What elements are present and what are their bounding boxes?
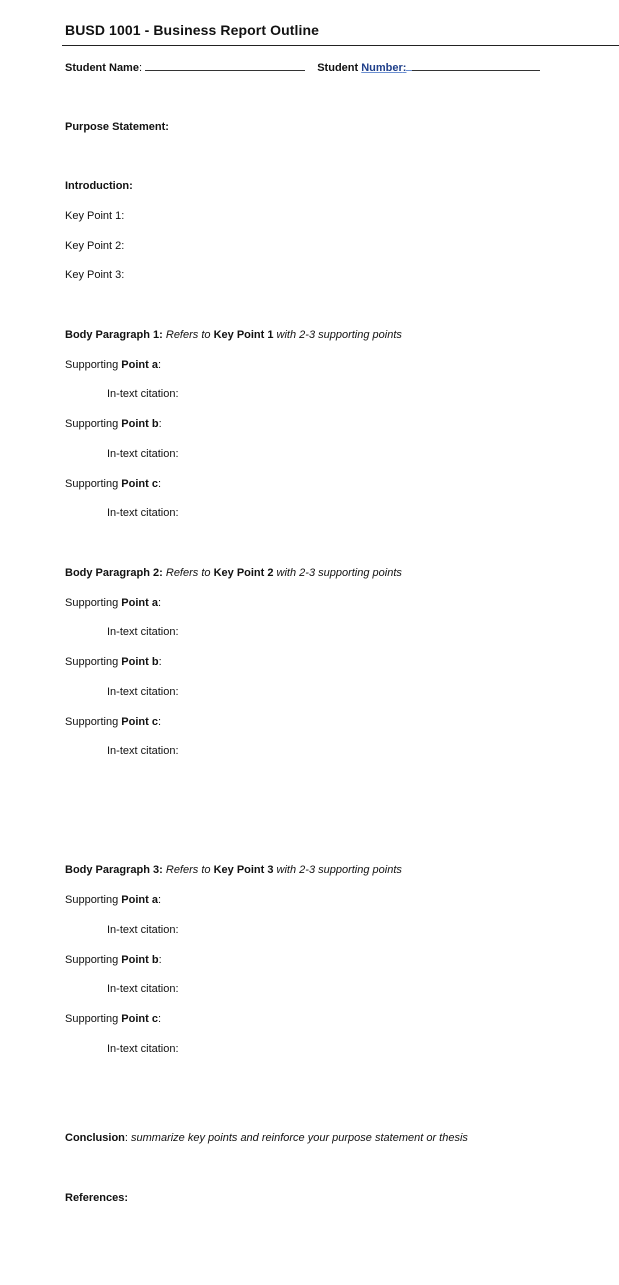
colon: :	[157, 597, 162, 609]
bp1-citation-c: In-text citation:	[107, 507, 179, 519]
body-paragraph-2-refers: Refers to	[165, 567, 211, 579]
colon: :	[157, 894, 162, 906]
conclusion-text: summarize key points and reinforce your purpose statement or thesis	[131, 1132, 468, 1144]
bp3-supporting-point-a	[65, 893, 161, 907]
bp3-supporting-point-b	[65, 953, 162, 967]
body-paragraph-2-heading	[65, 566, 402, 580]
bp2-supporting-point-b	[65, 655, 162, 669]
body-paragraph-3-with-text: with 2-3 supporting points	[276, 864, 402, 876]
point-label-a: Point a	[121, 894, 158, 906]
bp1-supporting-point-c	[65, 477, 161, 491]
colon: :	[158, 656, 162, 668]
colon: :	[157, 716, 162, 728]
supporting-prefix: Supporting	[65, 478, 119, 490]
bp2-citation-b: In-text citation:	[107, 686, 179, 698]
conclusion-label: Conclusion	[65, 1132, 125, 1144]
colon: :	[158, 954, 162, 966]
bp3-citation-c: In-text citation:	[107, 1043, 179, 1055]
body-paragraph-3-refers: Refers to	[165, 864, 211, 876]
colon: :	[157, 478, 162, 490]
body-paragraph-3-heading	[65, 863, 402, 877]
body-paragraph-3-label: Body Paragraph 3:	[65, 864, 163, 876]
point-label-c: Point c	[121, 716, 158, 728]
body-paragraph-2-label: Body Paragraph 2:	[65, 567, 163, 579]
colon: :	[124, 1132, 128, 1144]
student-name-field[interactable]	[145, 60, 305, 71]
body-paragraph-1-heading	[65, 328, 402, 342]
bp3-citation-a: In-text citation:	[107, 924, 179, 936]
body-paragraph-1-label: Body Paragraph 1:	[65, 329, 163, 341]
bp1-citation-a: In-text citation:	[107, 388, 179, 400]
purpose-statement-label: Purpose Statement:	[65, 121, 169, 133]
bp3-citation-b: In-text citation:	[107, 983, 179, 995]
bp2-supporting-point-a	[65, 596, 161, 610]
student-number-prefix: Student	[317, 62, 359, 74]
bp2-supporting-point-c	[65, 715, 161, 729]
key-point-1: Key Point 1:	[65, 210, 125, 222]
student-number-field[interactable]	[412, 60, 540, 71]
references-label: References:	[65, 1192, 128, 1204]
purpose-statement	[65, 120, 169, 134]
point-label-b: Point b	[121, 656, 159, 668]
bp1-supporting-point-b	[65, 417, 162, 431]
body-paragraph-2-key-point: Key Point 2	[213, 567, 274, 579]
student-number-word: Number	[361, 62, 403, 74]
bp1-supporting-point-a	[65, 358, 161, 372]
bp1-citation-b: In-text citation:	[107, 448, 179, 460]
point-label-a: Point a	[121, 359, 158, 371]
body-paragraph-1-refers: Refers to	[165, 329, 211, 341]
bp3-supporting-point-c	[65, 1012, 161, 1026]
conclusion	[65, 1131, 468, 1145]
student-name-label: Student Name	[65, 62, 139, 74]
student-number-link[interactable]	[361, 62, 406, 74]
bp2-citation-c: In-text citation:	[107, 745, 179, 757]
point-label-c: Point c	[121, 478, 158, 490]
introduction-label: Introduction:	[65, 180, 133, 192]
point-label-c: Point c	[121, 1013, 158, 1025]
student-number-colon: :	[402, 62, 407, 74]
point-label-b: Point b	[121, 954, 159, 966]
student-info-line	[65, 60, 540, 75]
point-label-b: Point b	[121, 418, 159, 430]
supporting-prefix: Supporting	[65, 1013, 119, 1025]
student-name-colon: :	[138, 62, 143, 74]
colon: :	[158, 418, 162, 430]
body-paragraph-1-key-point: Key Point 1	[213, 329, 274, 341]
supporting-prefix: Supporting	[65, 597, 119, 609]
title-rule	[62, 45, 619, 46]
page-title: BUSD 1001 - Business Report Outline	[65, 22, 320, 38]
supporting-prefix: Supporting	[65, 954, 119, 966]
body-paragraph-1-with-text: with 2-3 supporting points	[276, 329, 402, 341]
colon: :	[157, 1013, 162, 1025]
body-paragraph-3-key-point: Key Point 3	[213, 864, 274, 876]
supporting-prefix: Supporting	[65, 418, 119, 430]
colon: :	[157, 359, 162, 371]
bp2-citation-a: In-text citation:	[107, 626, 179, 638]
key-point-3: Key Point 3:	[65, 269, 125, 281]
introduction-heading	[65, 179, 133, 193]
body-paragraph-2-with-text: with 2-3 supporting points	[276, 567, 402, 579]
point-label-a: Point a	[121, 597, 158, 609]
supporting-prefix: Supporting	[65, 656, 119, 668]
supporting-prefix: Supporting	[65, 359, 119, 371]
supporting-prefix: Supporting	[65, 894, 119, 906]
supporting-prefix: Supporting	[65, 716, 119, 728]
references	[65, 1191, 128, 1205]
key-point-2: Key Point 2:	[65, 240, 125, 252]
